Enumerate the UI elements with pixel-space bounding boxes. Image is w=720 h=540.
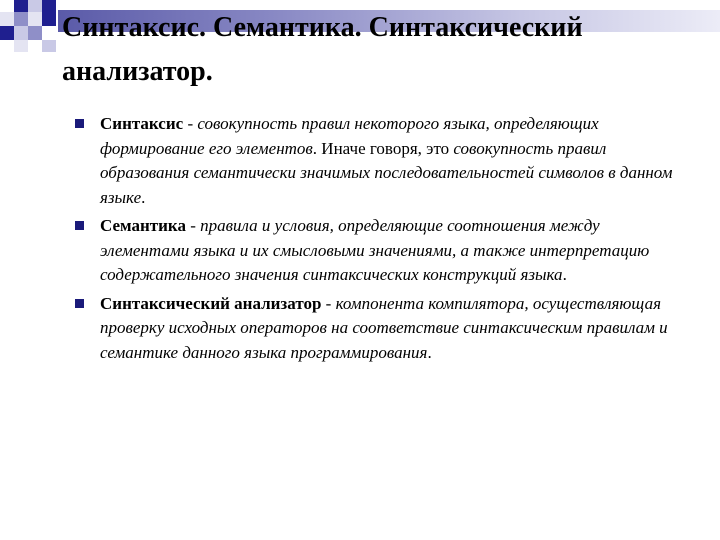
decor-square bbox=[14, 12, 28, 26]
term-syntax: Синтаксис bbox=[100, 114, 184, 133]
separator: - bbox=[321, 293, 336, 313]
decor-square bbox=[14, 0, 28, 12]
text-end: . bbox=[562, 265, 567, 284]
bullet-list bbox=[72, 112, 682, 369]
definition-parser: компонента компилятора, осуществляющая проверку исходных операторов на соответствие синтаксическим правилам и семантике данного языка программирования bbox=[100, 293, 668, 362]
decor-square bbox=[42, 12, 56, 26]
definition-syntax-2: совокупность правил образования семантически значимых последовательностей символов в данном языке bbox=[100, 138, 673, 207]
definition-semantics: правила и условия, определяющие соотношения между элементами языка и их смысловыми значениями, а также интерпретацию содержательного значения синтаксических конструкций языка bbox=[100, 216, 650, 284]
separator: - bbox=[183, 114, 198, 133]
list-item-text bbox=[100, 112, 682, 210]
square-bullet-icon bbox=[75, 221, 84, 230]
decor-square bbox=[28, 0, 42, 12]
text-end: . bbox=[141, 187, 146, 207]
decor-square bbox=[14, 26, 28, 40]
text-rest: . Иначе говоря, это bbox=[312, 138, 454, 158]
text-end: . bbox=[427, 342, 432, 362]
term-semantics: Семантика bbox=[100, 216, 186, 235]
decor-square bbox=[0, 12, 14, 26]
decor-square bbox=[0, 26, 14, 40]
square-bullet-icon bbox=[75, 119, 84, 128]
decor-square bbox=[42, 40, 56, 52]
decor-square bbox=[28, 26, 42, 40]
square-bullet-icon bbox=[75, 299, 84, 308]
term-parser: Синтаксический анализатор bbox=[100, 293, 322, 313]
list-item-text bbox=[100, 214, 682, 288]
definition-syntax: совокупность правил некоторого языка, определяющих формирование его элементов bbox=[100, 114, 599, 158]
slide-title: Синтаксис. Семантика. Синтаксический анализатор. bbox=[62, 12, 583, 87]
list-item-semantics bbox=[72, 214, 682, 288]
separator: - bbox=[185, 216, 201, 235]
decor-square bbox=[42, 0, 56, 12]
list-item-parser bbox=[72, 292, 682, 366]
list-item-syntax bbox=[72, 112, 682, 210]
decor-square bbox=[14, 40, 28, 52]
list-item-text bbox=[100, 292, 682, 366]
decor-square bbox=[28, 12, 42, 26]
